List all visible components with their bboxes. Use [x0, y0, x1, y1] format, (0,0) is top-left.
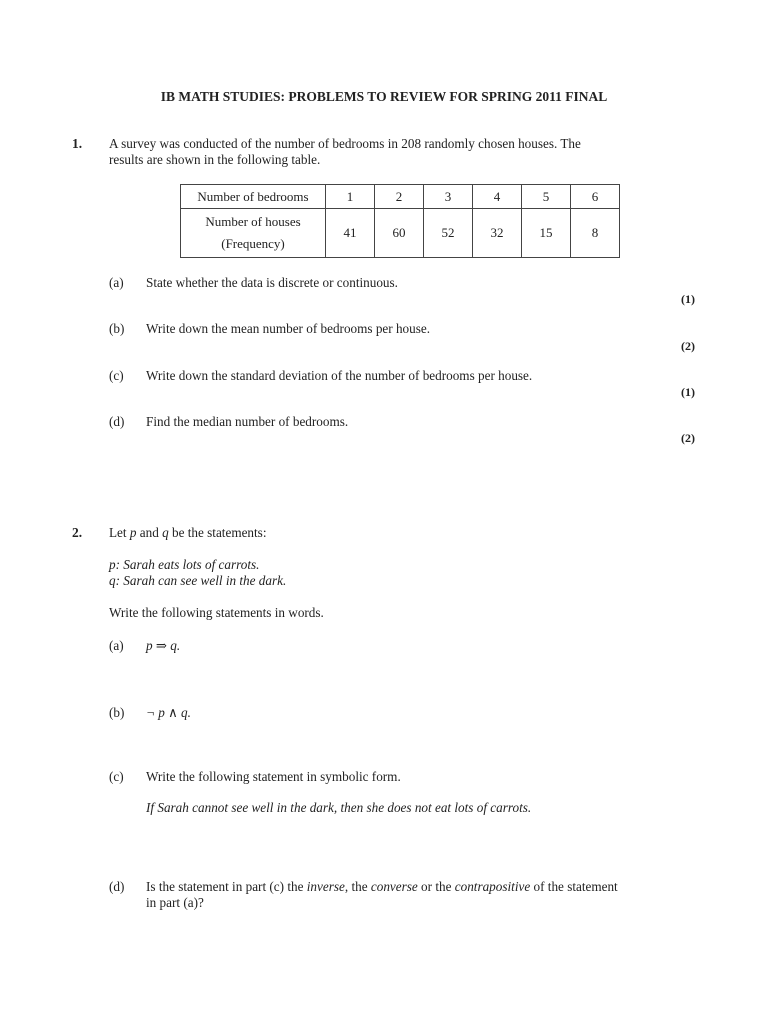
q1-part-text-a: State whether the data is discrete or continuous. [146, 275, 398, 290]
table-cell: 3 [424, 185, 473, 209]
q2-d-mid2: or the [417, 879, 455, 894]
q1-part-marks-a: (1) [681, 292, 695, 306]
table-cell: 1 [326, 185, 375, 209]
table-cell: 5 [522, 185, 571, 209]
q2-intro-p: p [129, 525, 137, 540]
q1-part-text-d: Find the median number of bedrooms. [146, 414, 349, 429]
table-cell: 6 [571, 185, 620, 209]
q2-instruction: Write the following statements in words. [109, 605, 324, 620]
question-number-1: 1. [72, 136, 83, 151]
q1-part-text-b: Write down the mean number of bedrooms per house. [146, 321, 431, 336]
q2-part-statement-c: If Sarah cannot see well in the dark, then she does not eat lots of carrots. [146, 800, 532, 815]
table-cell: 8 [571, 209, 620, 258]
page-title: IB MATH STUDIES: PROBLEMS TO REVIEW FOR SPRING 2011 FINAL [160, 89, 608, 104]
q2-d-converse: converse [370, 879, 418, 894]
q2-intro-mid: and [136, 525, 163, 540]
q2-intro-pre: Let [109, 525, 130, 540]
table-header-houses [181, 209, 326, 258]
q2-part-text-d-line1 [146, 879, 618, 895]
q1-part-marks-b: (2) [681, 339, 695, 353]
q2-part-text-c: Write the following statement in symbolic form. [146, 769, 401, 784]
table-cell: 41 [326, 209, 375, 258]
q2-part-text-d-line2: in part (a)? [146, 895, 204, 910]
q2-intro-post: be the statements: [168, 525, 267, 540]
q1-part-label-a: (a) [109, 275, 124, 290]
table-header-houses-line2: (Frequency) [221, 236, 285, 251]
q2-part-label-b: (b) [109, 705, 125, 720]
q1-part-label-c: (c) [109, 368, 124, 383]
table-cell: 60 [375, 209, 424, 258]
q2-d-post: of the statement [530, 879, 618, 894]
question-number-2: 2. [72, 525, 83, 540]
q2-intro-q: q [162, 525, 169, 540]
table-cell: 4 [473, 185, 522, 209]
q2-part-label-d: (d) [109, 879, 125, 894]
q2-d-pre: Is the statement in part (c) the [146, 879, 307, 894]
q2-part-label-a: (a) [109, 638, 124, 653]
table-cell: 2 [375, 185, 424, 209]
frequency-table [180, 184, 620, 258]
q1-part-label-d: (d) [109, 414, 125, 429]
q2-statement-p: p: Sarah eats lots of carrots. [109, 557, 260, 572]
table-cell: 15 [522, 209, 571, 258]
q1-part-marks-c: (1) [681, 385, 695, 399]
q1-intro-line2: results are shown in the following table. [109, 152, 321, 167]
q2-part-label-c: (c) [109, 769, 124, 784]
q1-part-marks-d: (2) [681, 431, 695, 445]
table-row-bedrooms [181, 185, 620, 209]
q2-part-expr-b: ¬ p ∧ q. [146, 705, 191, 720]
q2-statement-q: q: Sarah can see well in the dark. [109, 573, 287, 588]
table-header-bedrooms: Number of bedrooms [181, 185, 326, 209]
table-row-houses [181, 209, 620, 258]
q1-part-label-b: (b) [109, 321, 125, 336]
q2-d-mid1: , the [344, 879, 371, 894]
q2-intro [109, 525, 266, 541]
table-header-houses-line1: Number of houses [205, 214, 301, 229]
q1-intro-line1: A survey was conducted of the number of bedrooms in 208 randomly chosen houses. The [109, 136, 581, 151]
q2-d-inverse: inverse [306, 879, 345, 894]
q2-part-expr-a: p ⇒ q. [146, 638, 181, 653]
table-cell: 32 [473, 209, 522, 258]
q2-d-contrapositive: contrapositive [454, 879, 531, 894]
q1-part-text-c: Write down the standard deviation of the number of bedrooms per house. [146, 368, 533, 383]
table-cell: 52 [424, 209, 473, 258]
